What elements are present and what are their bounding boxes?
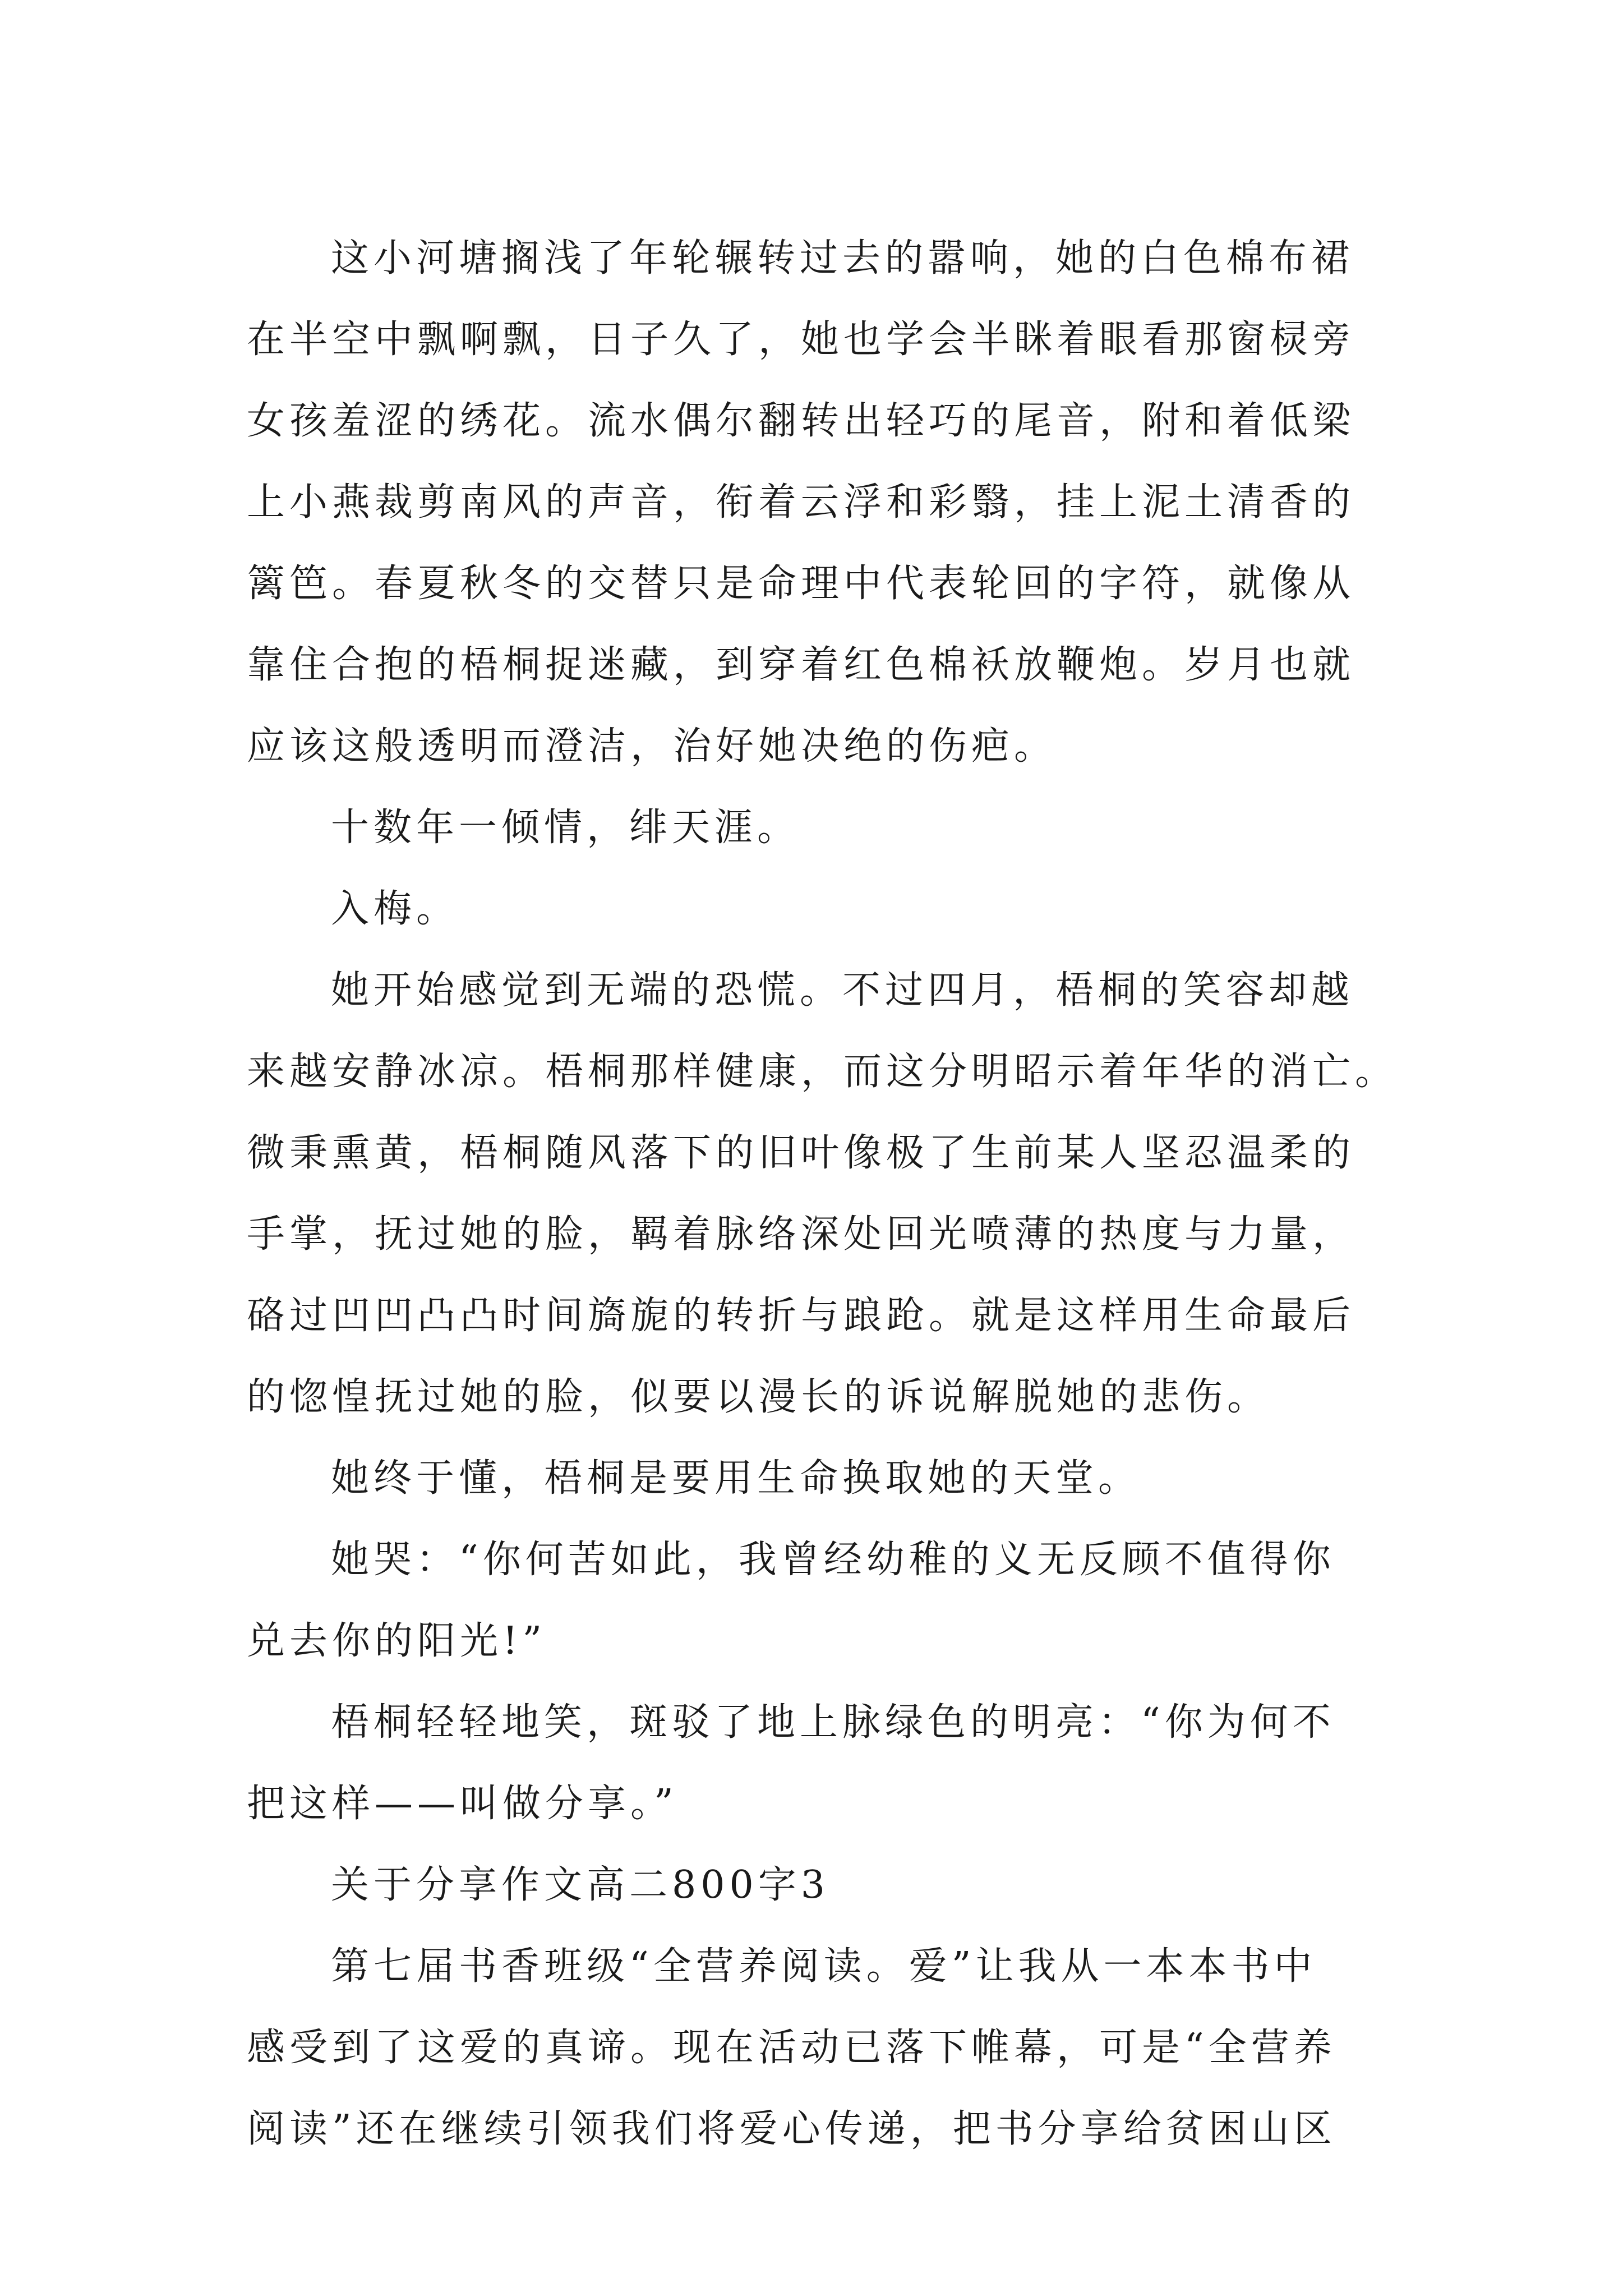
text-line: 篱笆。春夏秋冬的交替只是命理中代表轮回的字符，就像从 bbox=[247, 562, 1355, 606]
text-line: 上小燕裁剪南风的声音，衔着云浮和彩翳，挂上泥土清香的 bbox=[247, 480, 1355, 524]
paragraph bbox=[247, 787, 1368, 868]
text-line: 微秉熏黄，梧桐随风落下的旧叶像极了生前某人坚忍温柔的 bbox=[247, 1131, 1355, 1175]
paragraph bbox=[247, 218, 1368, 787]
text-line: 靠住合抱的梧桐捉迷藏，到穿着红色棉袄放鞭炮。岁月也就 bbox=[247, 643, 1355, 687]
text-line: 手掌，抚过她的脸，羁着脉络深处回光喷薄的热度与力量， bbox=[247, 1212, 1355, 1257]
text-line: 入梅。 bbox=[331, 887, 459, 931]
text-line: 应该这般透明而澄洁，治好她决绝的伤疤。 bbox=[247, 724, 1057, 769]
text-line: 这小河塘搁浅了年轮辗转过去的嚣响，她的白色棉布裙 bbox=[331, 236, 1354, 280]
paragraph bbox=[247, 1438, 1368, 1519]
text-line: 她终于懂，梧桐是要用生命换取她的天堂。 bbox=[331, 1456, 1141, 1501]
text-line: 她哭：“你何苦如此，我曾经幼稚的义无反顾不值得你 bbox=[331, 1538, 1335, 1582]
text-line: 的惚惶抚过她的脸，似要以漫长的诉说解脱她的悲伤。 bbox=[247, 1375, 1270, 1419]
text-line: 十数年一倾情，绯天涯。 bbox=[331, 806, 800, 850]
paragraph bbox=[247, 1519, 1368, 1682]
section-heading bbox=[247, 1844, 1368, 1926]
text-line: 关于分享作文高二800字3 bbox=[331, 1863, 830, 1907]
document-body bbox=[247, 218, 1398, 2170]
text-line: 硌过凹凹凸凸时间旖旎的转折与踉跄。就是这样用生命最后 bbox=[247, 1294, 1355, 1338]
text-line: 在半空中飘啊飘，日子久了，她也学会半眯着眼看那窗棂旁 bbox=[247, 318, 1355, 362]
text-line: 女孩羞涩的绣花。流水偶尔翻转出轻巧的尾音，附和着低梁 bbox=[247, 399, 1355, 443]
text-line: 感受到了这爱的真谛。现在活动已落下帷幕，可是“全营养 bbox=[247, 2026, 1336, 2070]
paragraph bbox=[247, 868, 1368, 950]
text-line: 梧桐轻轻地笑，斑驳了地上脉绿色的明亮：“你为何不 bbox=[331, 1700, 1335, 1745]
text-line: 把这样——叫做分享。” bbox=[247, 1782, 678, 1826]
text-line: 兑去你的阳光!” bbox=[247, 1619, 547, 1663]
paragraph bbox=[247, 950, 1398, 1438]
text-line: 第七届书香班级“全营养阅读。爱”让我从一本本书中 bbox=[331, 1944, 1317, 1989]
paragraph bbox=[247, 1926, 1368, 2170]
text-line: 来越安静冰凉。梧桐那样健康，而这分明昭示着年华的消亡。 bbox=[247, 1050, 1398, 1094]
text-line: 她开始感觉到无端的恐慌。不过四月，梧桐的笑容却越 bbox=[331, 968, 1354, 1013]
text-line: 阅读”还在继续引领我们将爱心传递，把书分享给贫困山区 bbox=[247, 2107, 1336, 2151]
paragraph bbox=[247, 1682, 1368, 1844]
